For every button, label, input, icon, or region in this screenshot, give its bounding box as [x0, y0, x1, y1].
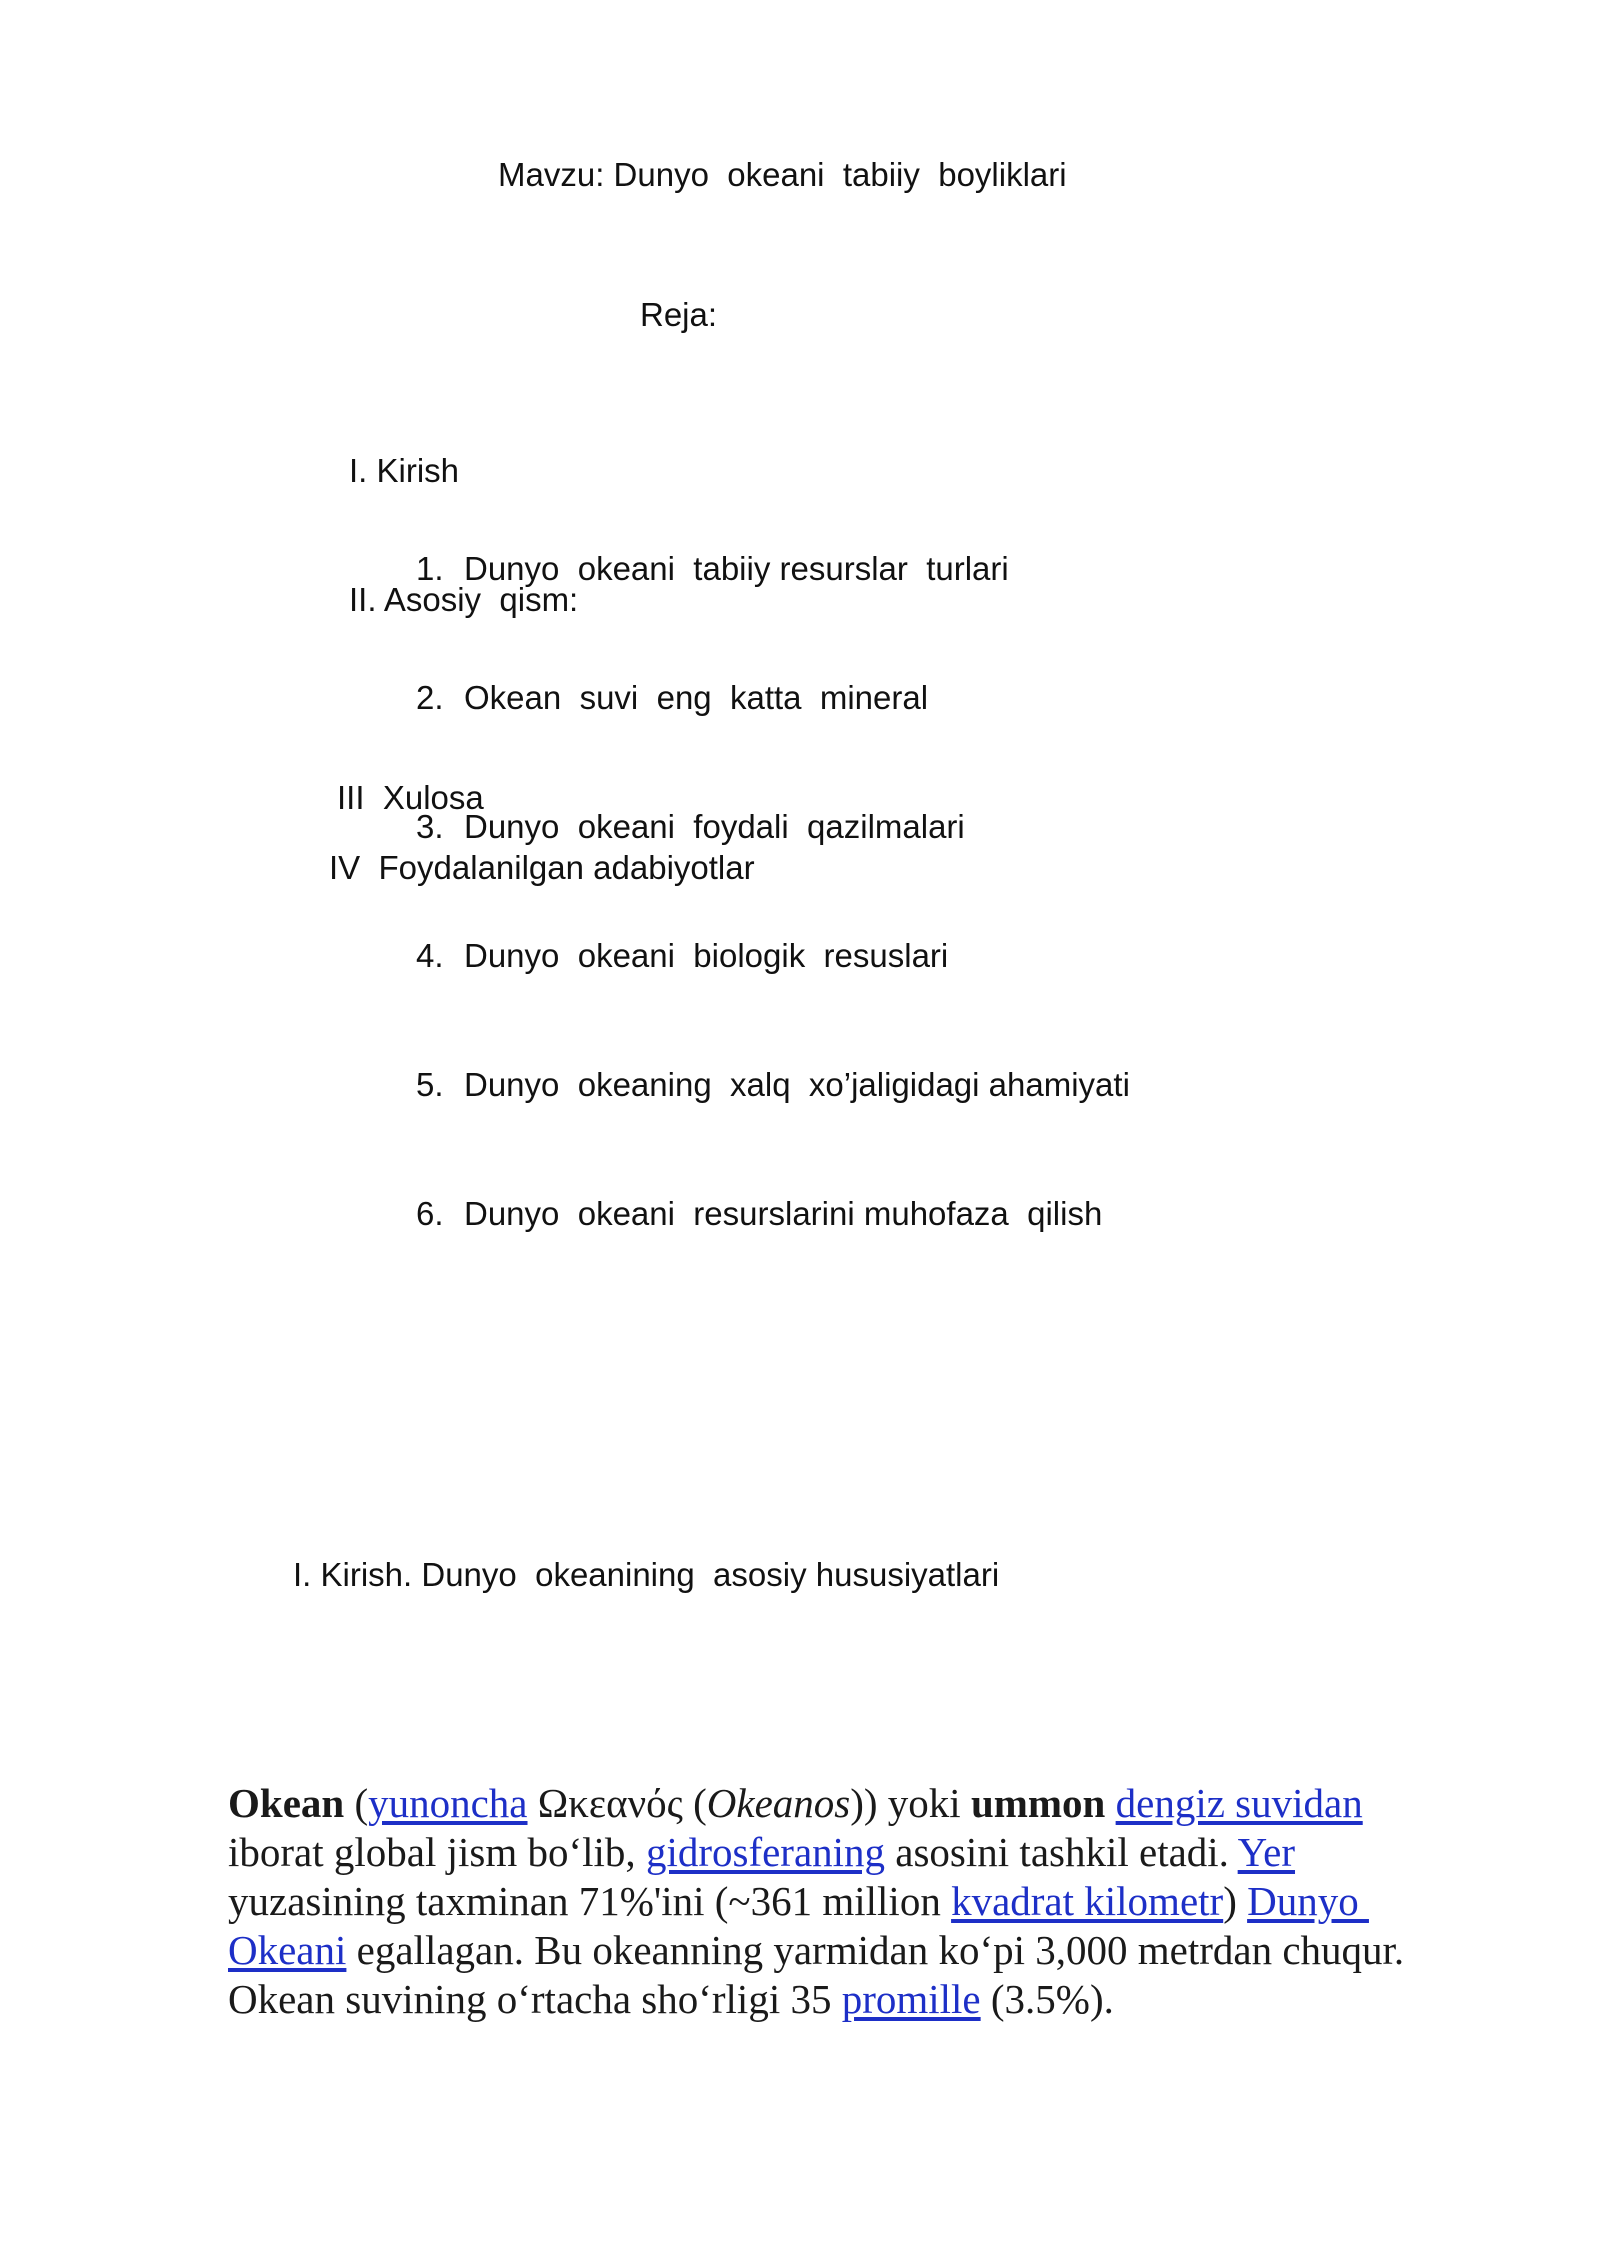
- list-item: [416, 802, 1130, 851]
- document-title: Mavzu: Dunyo okeani tabiiy boyliklari: [498, 156, 1067, 193]
- list-item-number: 4.: [416, 937, 444, 974]
- list-item-number: 2.: [416, 679, 444, 716]
- text-run: Ωκεανός (: [527, 1780, 707, 1826]
- link-promille[interactable]: promille: [841, 1976, 981, 2022]
- link-dunyo-okeani-cont[interactable]: Okeani: [228, 1927, 347, 1973]
- bold-term-okean: Okean: [228, 1780, 345, 1826]
- intro-paragraph: [228, 1779, 1518, 2024]
- paragraph-line: [228, 1975, 1518, 2024]
- list-item-number: 3.: [416, 808, 444, 845]
- list-item-number: 1.: [416, 550, 444, 587]
- list-item: [416, 673, 1130, 722]
- text-run: ): [1223, 1878, 1248, 1924]
- list-item-number: 5.: [416, 1066, 444, 1103]
- paragraph-line: [228, 1877, 1518, 1926]
- paragraph-line: [228, 1828, 1518, 1877]
- bold-term-ummon: ummon: [970, 1780, 1106, 1826]
- text-run: (3.5%).: [980, 1976, 1114, 2022]
- list-item: [416, 1189, 1130, 1238]
- list-item-text: Dunyo okeaning xalq xo’jaligidagi ahamiyati: [464, 1066, 1130, 1103]
- link-yunoncha[interactable]: yunoncha: [368, 1780, 528, 1826]
- link-yer[interactable]: Yer: [1237, 1829, 1296, 1875]
- text-run: yuzasining taxminan 71%'ini (~361 million: [228, 1878, 952, 1924]
- plan-heading: Reja:: [640, 296, 718, 333]
- main-part-list: [416, 464, 1130, 1318]
- list-item-text: Dunyo okeani resurslarini muhofaza qilish: [464, 1195, 1103, 1232]
- list-item-text: Dunyo okeani foydali qazilmalari: [464, 808, 965, 845]
- paragraph-line: [228, 1779, 1518, 1828]
- list-item-number: 6.: [416, 1195, 444, 1232]
- list-item-text: Dunyo okeani biologik resuslari: [464, 937, 949, 974]
- link-dengiz-suvidan[interactable]: dengiz suvidan: [1115, 1780, 1363, 1826]
- list-item-text: Dunyo okeani tabiiy resurslar turlari: [464, 550, 1009, 587]
- text-run: Okean suvining o‘rtacha sho‘rligi 35: [228, 1976, 842, 2022]
- text-run: [1105, 1780, 1115, 1826]
- list-item-text: Okean suvi eng katta mineral: [464, 679, 929, 716]
- outline-item-main: II. Asosiy qism:: [349, 581, 579, 618]
- link-kvadrat-kilometr[interactable]: kvadrat kilometr: [951, 1878, 1224, 1924]
- paragraph-line: [228, 1926, 1518, 1975]
- link-gidrosferaning[interactable]: gidrosferaning: [645, 1829, 886, 1875]
- list-item: [416, 544, 1130, 593]
- text-run: )) yoki: [850, 1780, 971, 1826]
- list-item: [416, 931, 1130, 980]
- link-dunyo-okeani[interactable]: Dunyo: [1247, 1878, 1369, 1924]
- text-run: (: [344, 1780, 369, 1826]
- list-item: [416, 1060, 1130, 1109]
- italic-okeanos: Okeanos: [706, 1780, 851, 1826]
- outline-item-conclusion: III Xulosa: [337, 779, 484, 816]
- outline-item-intro: I. Kirish: [349, 452, 460, 489]
- outline-item-references: IV Foydalanilgan adabiyotlar: [329, 849, 755, 886]
- text-run: egallagan. Bu okeanning yarmidan ko‘pi 3,000 metrdan chuqur.: [346, 1927, 1405, 1973]
- text-run: iborat global jism bo‘lib,: [228, 1829, 646, 1875]
- section-heading: I. Kirish. Dunyo okeanining asosiy hususiyatlari: [293, 1556, 1000, 1593]
- text-run: asosini tashkil etadi.: [885, 1829, 1238, 1875]
